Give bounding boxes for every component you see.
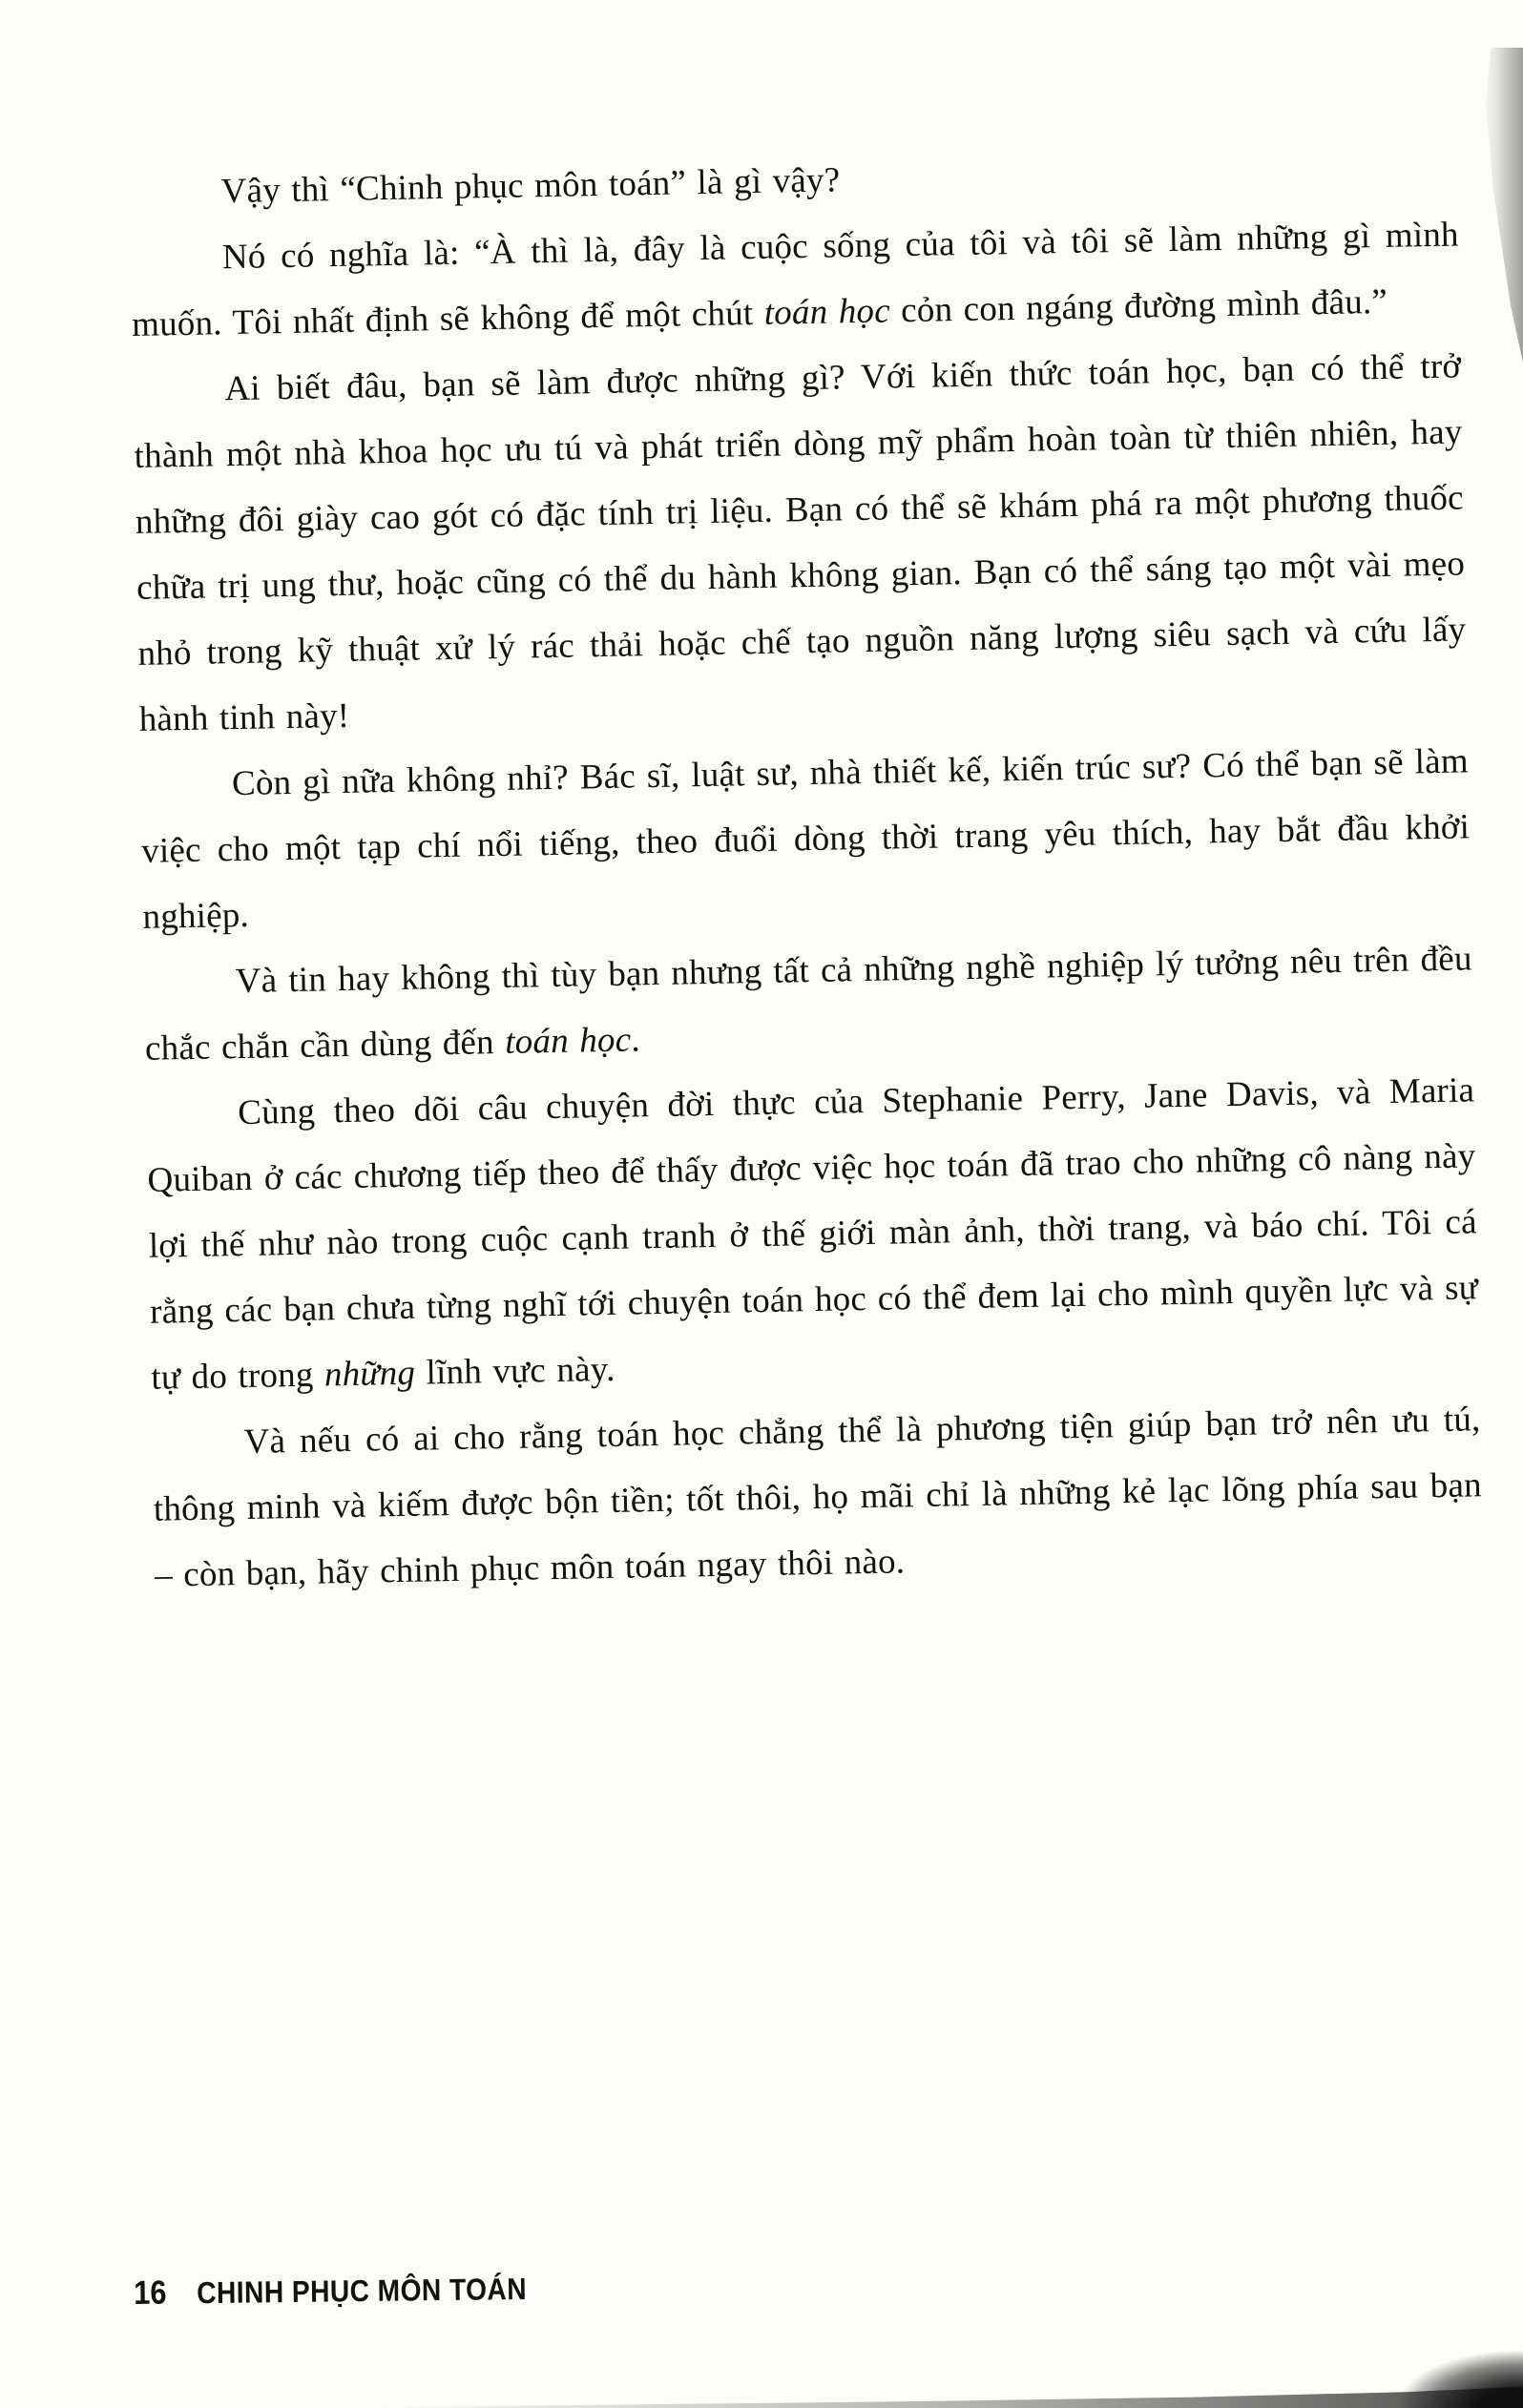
paragraph xyxy=(143,925,1473,1081)
text-segment: . xyxy=(630,1020,641,1060)
text-segment: cỏn con ngáng đường mình đâu.” xyxy=(889,281,1388,331)
text-block xyxy=(129,135,1484,1608)
running-title: CHINH PHỤC MÔN TOÁN xyxy=(196,2271,528,2311)
paragraph xyxy=(133,333,1468,752)
italic-text-segment: toán học xyxy=(763,291,891,333)
page-curl-shadow-top-right xyxy=(1473,48,1523,363)
paragraph xyxy=(130,201,1460,357)
paragraph xyxy=(146,1057,1480,1410)
text-segment: Và nếu có ai cho rằng toán học chẳng thể là phương tiện giúp bạn trở nên ưu tú, thông minh và kiếm được bộn tiền; tốt thôi, họ mãi chỉ là những kẻ lạc lõng phía sau bạn – còn bạn, hãy chinh phục môn toán ngay thôi nào. xyxy=(153,1400,1483,1595)
page-curl-shadow-corner xyxy=(1342,2322,1523,2408)
page-footer xyxy=(134,2269,572,2313)
paragraph xyxy=(139,728,1471,949)
page-curl-shadow-bottom xyxy=(353,2379,1523,2408)
text-segment: Vậy thì “Chinh phục môn toán” là gì vậy? xyxy=(220,160,841,212)
text-segment: lĩnh vực này. xyxy=(414,1349,615,1393)
page-number: 16 xyxy=(134,2273,167,2312)
text-segment: Còn gì nữa không nhỉ? Bác sĩ, luật sư, nhà thiết kế, kiến trúc sư? Có thể bạn sẽ làm việc cho một tạp chí nổi tiếng, theo đuổi dòng thời trang yêu thích, hay bắt đầu khởi nghiệp. xyxy=(140,741,1471,937)
text-segment: Ai biết đâu, bạn sẽ làm được những gì? Với kiến thức toán học, bạn có thể trở thành một nhà khoa học ưu tú và phát triển dòng mỹ phẩm hoàn toàn từ thiên nhiên, hay những đôi giày cao gót có đặc tính trị liệu. Bạn có thể sẽ khám phá ra một phương thuốc chữa trị ung thư, hoặc cũng có thể du hành không gian. Bạn có thể sáng tạo một vài mẹo nhỏ trong kỹ thuật xử lý rác thải hoặc chế tạo nguồn năng lượng siêu sạch và cứu lấy hành tinh này! xyxy=(134,346,1467,739)
paragraph xyxy=(152,1386,1484,1608)
text-segment: Và tin hay không thì tùy bạn nhưng tất cả những nghề nghiệp lý tưởng nêu trên đều chắc chắn cần dùng đến xyxy=(144,939,1472,1069)
italic-text-segment: toán học xyxy=(504,1020,632,1062)
text-segment: Cùng theo dõi câu chuyện đời thực của Stephanie Perry, Jane Davis, và Maria Quiban ở các chương tiếp theo để thấy được việc học toán đã trao cho những cô nàng này lợi thế như nào trong cuộc cạnh tranh ở thế giới màn ảnh, thời trang, và báo chí. Tôi cá rằng các bạn chưa từng nghĩ tới chuyện toán học có thể đem lại cho mình quyền lực và sự tự do trong xyxy=(147,1070,1479,1398)
text-segment: Nó có nghĩa là: “À thì là, đây là cuộc sống của tôi và tôi sẽ làm những gì mình muốn. Tôi nhất định sẽ không để một chút xyxy=(131,215,1460,344)
italic-text-segment: những xyxy=(323,1353,416,1395)
